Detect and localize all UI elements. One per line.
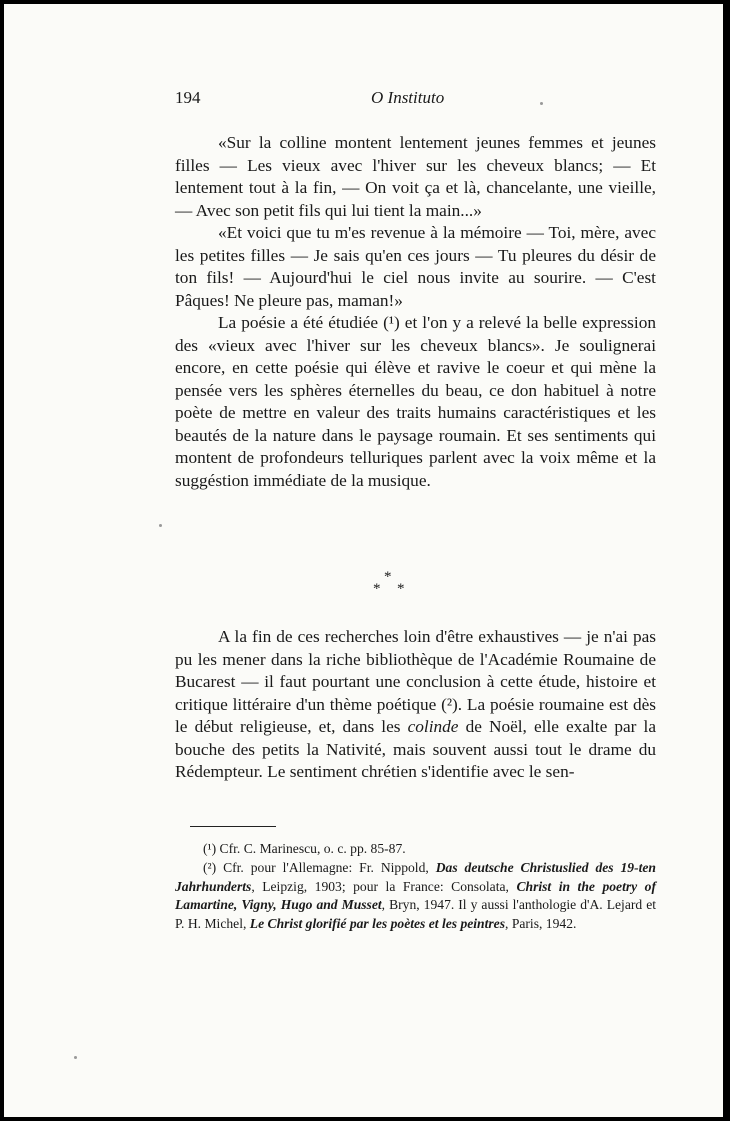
paragraph bbox=[175, 626, 656, 784]
running-title: O Instituto bbox=[371, 88, 445, 107]
conclusion-text bbox=[175, 626, 656, 784]
paragraph: «Sur la colline montent lentement jeunes femmes et jeunes filles — Les vieux avec l'hiver sur les cheveux blancs; — Et lentement tout à la fin, — On voit ça et là, chancelante, une vieille, — Avec son petit fils qui lui tient la main...» bbox=[175, 133, 656, 220]
text-run: A la fin de ces recherches loin d'être exhaustives — je n'ai pas pu les mener dans la riche bibliothèque de l'Académie Roumaine de Bucarest — il faut pourtant une conclusion à cette étude, histoire et critique littéraire d'un thème poétique (²). La poésie roumaine est dès le début religieuse, et, dans les bbox=[175, 627, 656, 736]
scan-speck bbox=[540, 102, 543, 105]
footnote-text: , Bryn, 1947. Il y aussi l'anthologie d'A. Lejard et P. H. Michel, bbox=[175, 897, 657, 932]
footnote-marker: (²) bbox=[203, 859, 217, 875]
footnote-text: , Leipzig, 1903; pour la France: Consolata, bbox=[251, 878, 517, 894]
page-number: 194 bbox=[175, 88, 201, 107]
footnotes bbox=[175, 840, 656, 934]
scan-speck bbox=[159, 524, 162, 527]
asterism-star: * bbox=[384, 569, 392, 585]
footnote-text: Cfr. C. Marinescu, o. c. pp. 85-87. bbox=[216, 841, 406, 856]
paragraph: «Et voici que tu m'es revenue à la mémoire — Toi, mère, avec les petites filles — Je sais qu'en ces jours — Tu pleures du désir de ton fils! — Aujourd'hui le ciel nous invite au sourire. — C'est Pâques! Ne pleure pas, maman!» bbox=[175, 223, 656, 310]
footnote-rule bbox=[190, 826, 276, 827]
main-text bbox=[175, 132, 656, 492]
footnote-title: Christ in the poetry of Lamartine, Vigny, Hugo and Musset bbox=[175, 878, 657, 913]
page-header bbox=[175, 88, 656, 112]
paragraph: La poésie a été étudiée (¹) et l'on y a relevé la belle expression des «vieux avec l'hiver sur les cheveux blancs». Je soulignerai encore, en cette poésie qui élève et ravive le coeur et qui mène la pensée vers les sphères éternelles du beau, ce don habituel à notre poète de mettre en valeur des traits humains caractéristiques et les beautés de la nature dans le paysage roumain. Et ses sentiments qui montent de profondeurs telluriques parlent avec la voix même et la suggéstion immédiate de la musique. bbox=[175, 313, 656, 490]
footnote-marker: (¹) bbox=[203, 841, 217, 856]
footnote-1 bbox=[175, 840, 656, 859]
scan-speck bbox=[74, 1056, 77, 1059]
asterism-star: * bbox=[397, 581, 405, 597]
text-run: de Noël, elle exalte par la bouche des petits la Nativité, mais souvent aussi tout le drame du Rédempteur. Le sentiment chrétien s'identifie avec le sen- bbox=[175, 717, 656, 781]
footnote-title: Das deutsche Christuslied des 19-ten Jahrhunderts bbox=[175, 859, 656, 894]
italic-term: colinde bbox=[407, 717, 459, 736]
document-page bbox=[4, 4, 723, 1117]
footnote-title: Le Christ glorifié par les poètes et les peintres bbox=[249, 916, 506, 932]
section-separator bbox=[175, 569, 656, 599]
asterism-star: * bbox=[373, 581, 381, 597]
footnote-text: , Paris, 1942. bbox=[505, 916, 577, 932]
footnote-2 bbox=[175, 859, 656, 934]
footnote-text: Cfr. pour l'Allemagne: Fr. Nippold, bbox=[216, 859, 436, 875]
